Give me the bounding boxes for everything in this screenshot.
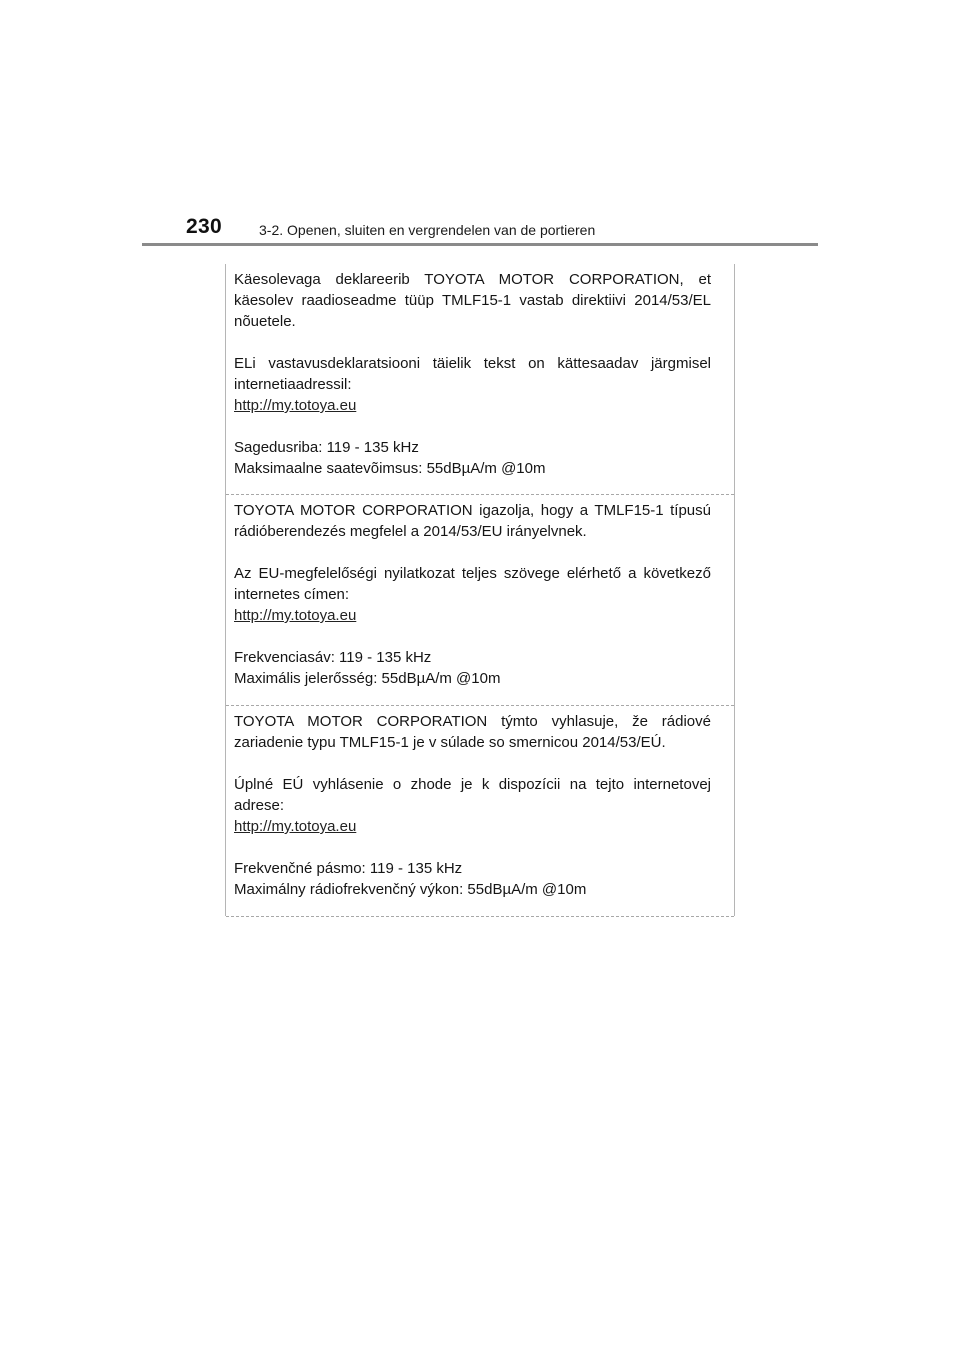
declaration-block-hungarian [226,495,734,706]
declaration-block-estonian [226,264,734,495]
frequency-text: Frekvenciasáv: 119 - 135 kHz [234,649,432,666]
availability-paragraph [234,353,711,416]
declaration-table [225,264,735,916]
declaration-text: Käesolevaga deklareerib TOYOTA MOTOR CORPORATION, et käesolev raadioseadme tüüp TMLF15-1 vastab direktiivi 2014/53/EL nõuetele. [234,271,711,330]
page-header [142,214,818,246]
specs-paragraph [234,437,711,479]
power-text: Maximális jelerősség: 55dBµA/m @10m [234,670,501,687]
specs-paragraph [234,647,711,689]
declaration-link[interactable]: http://my.totoya.eu [234,607,357,624]
specs-paragraph [234,858,711,900]
declaration-link[interactable]: http://my.totoya.eu [234,818,357,835]
availability-text: Úplné EÚ vyhlásenie o zhode je k dispozícii na tejto internetovej adrese: [234,776,711,814]
availability-paragraph [234,774,711,837]
declaration-link[interactable]: http://my.totoya.eu [234,397,357,414]
frequency-text: Sagedusriba: 119 - 135 kHz [234,439,419,456]
power-text: Maximálny rádiofrekvenčný výkon: 55dBµA/m @10m [234,881,587,898]
header-divider [142,243,818,246]
declaration-text: TOYOTA MOTOR CORPORATION igazolja, hogy a TMLF15-1 típusú rádióberendezés megfelel a 2014/53/EU irányelvnek. [234,502,711,540]
availability-text: ELi vastavusdeklaratsiooni täielik tekst on kättesaadav järgmisel internetiaadressil: [234,355,711,393]
declaration-block-slovak [226,706,734,917]
declaration-text: TOYOTA MOTOR CORPORATION týmto vyhlasuje, že rádiové zariadenie typu TMLF15-1 je v súlade so smernicou 2014/53/EÚ. [234,713,711,751]
availability-text: Az EU-megfelelőségi nyilatkozat teljes szövege elérhető a következő internetes címen: [234,565,711,603]
power-text: Maksimaalne saatevõimsus: 55dBµA/m @10m [234,460,546,477]
section-title: 3-2. Openen, sluiten en vergrendelen van de portieren [259,222,596,238]
availability-paragraph [234,563,711,626]
frequency-text: Frekvenčné pásmo: 119 - 135 kHz [234,860,463,877]
page-number: 230 [186,215,222,238]
